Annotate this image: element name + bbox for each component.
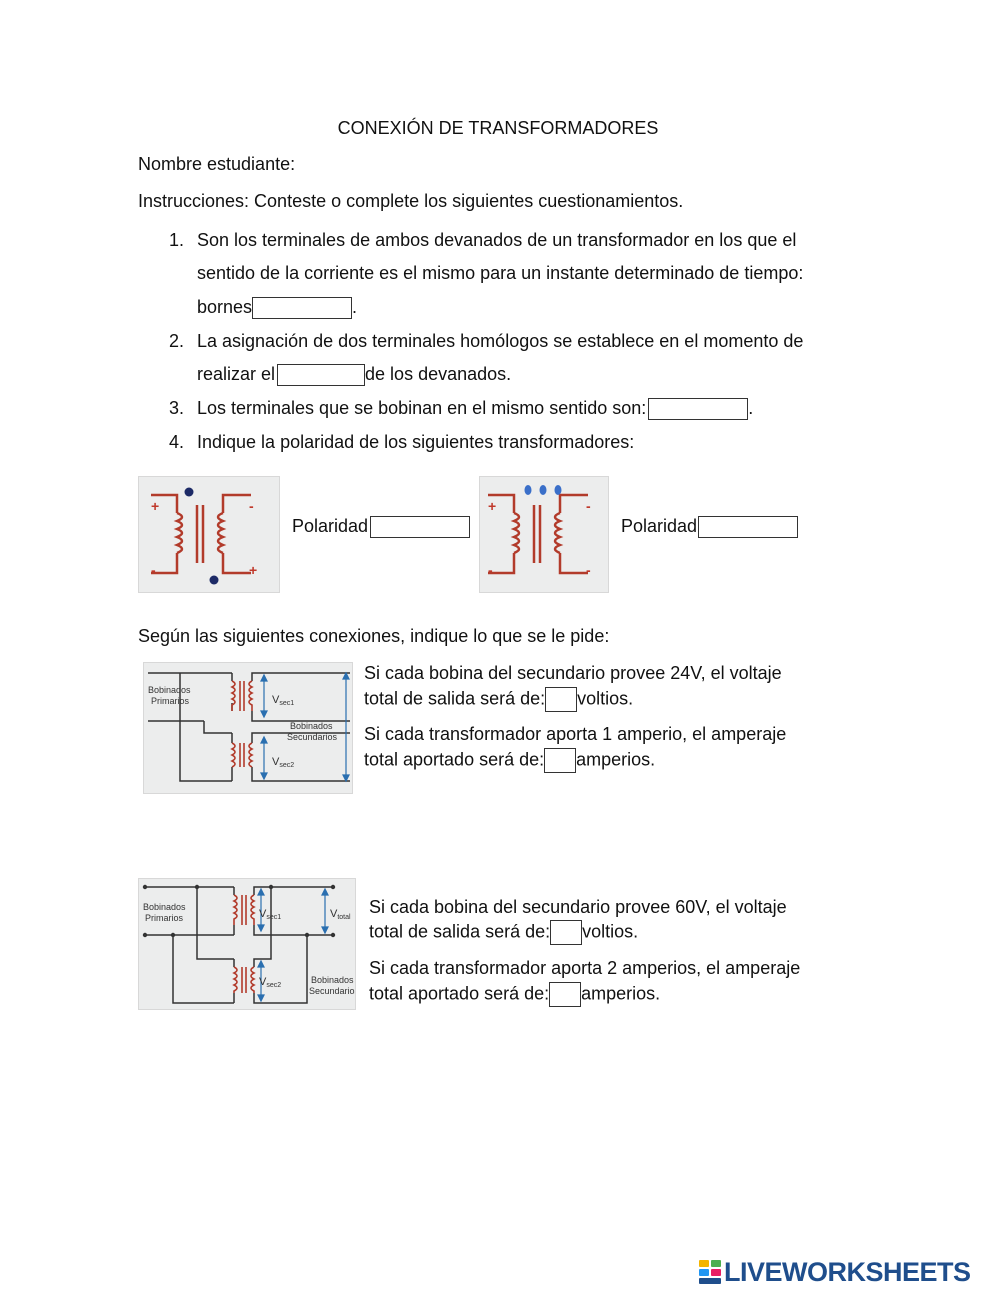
primary-label: Primarios (151, 696, 190, 706)
minus-sign: - (586, 498, 591, 514)
polarity-answer-2[interactable] (698, 516, 798, 538)
question-2 (169, 330, 803, 352)
parallel-current-answer[interactable] (549, 982, 581, 1007)
page-title: CONEXIÓN DE TRANSFORMADORES (337, 118, 659, 138)
series-diagram-svg (144, 663, 352, 793)
question-3 (169, 397, 753, 420)
answer-field-bornes[interactable] (252, 297, 352, 319)
question-1-line-3 (197, 296, 357, 319)
polarity-dot-bottom (210, 576, 219, 585)
question-2-line-2 (197, 363, 511, 386)
question-text: realizar el (197, 364, 276, 384)
question-text: total de salida será de: (369, 921, 551, 942)
vtotal-label: Vtotal (330, 908, 351, 921)
vsec1-label: Vsec1 (259, 908, 282, 921)
logo-icon (698, 1259, 722, 1285)
question-text: Son los terminales de ambos devanados de un transformador en los que el (197, 230, 797, 250)
connections-intro: Según las siguientes conexiones, indique lo que se le pide: (138, 626, 610, 646)
question-1 (169, 229, 796, 251)
plus-sign: + (488, 498, 497, 514)
question-number: 3. (169, 398, 185, 418)
series-voltage-answer[interactable] (545, 687, 577, 712)
plus-sign: + (249, 562, 258, 578)
question-text: bornes (197, 297, 253, 317)
polarity-label: Polaridad (292, 516, 369, 536)
polarity-row-1 (292, 515, 470, 538)
polarity-row-2 (621, 515, 798, 538)
secondary-label: Secundarios (287, 732, 338, 742)
question-number: 4. (169, 432, 185, 452)
transformer-symbol-2 (480, 477, 608, 592)
polarity-dot-2 (540, 485, 547, 495)
unit-label: voltios. (582, 921, 639, 942)
plus-sign: + (151, 498, 160, 514)
transformer-image-1 (138, 476, 280, 593)
unit-label: amperios. (581, 983, 661, 1004)
parallel-voltage-answer[interactable] (550, 920, 582, 945)
instructions-text: Instrucciones: Conteste o complete los siguientes cuestionamientos. (138, 191, 684, 211)
logo-text: LIVEWORKSHEETS (724, 1257, 971, 1287)
unit-label: voltios. (577, 688, 634, 709)
punctuation: . (748, 398, 754, 418)
punctuation: . (352, 297, 358, 317)
polarity-label: Polaridad (621, 516, 698, 536)
series-voltage-line-2 (364, 687, 633, 712)
question-text: total aportado será de: (364, 749, 545, 770)
secondary-label: Bobinados (311, 975, 354, 985)
vsec1-label: Vsec1 (272, 694, 295, 707)
secondary-label: Secundarios (309, 986, 355, 996)
question-number: 1. (169, 230, 185, 250)
parallel-voltage-line-1: Si cada bobina del secundario provee 60V, el voltaje (369, 897, 787, 917)
primary-label: Bobinados (143, 902, 186, 912)
parallel-diagram-svg (139, 879, 355, 1009)
parallel-connection-diagram (138, 878, 356, 1010)
primary-label: Bobinados (148, 685, 191, 695)
question-number: 2. (169, 331, 185, 351)
unit-label: amperios. (576, 749, 656, 770)
minus-sign: - (151, 562, 156, 578)
question-text: Los terminales que se bobinan en el mismo sentido son: (197, 398, 647, 418)
parallel-current-line-1: Si cada transformador aporta 2 amperios, el amperaje (369, 958, 801, 978)
parallel-voltage-line-2 (369, 920, 638, 945)
question-text: total de salida será de: (364, 688, 546, 709)
vsec2-label: Vsec2 (272, 756, 295, 769)
polarity-dot-top (185, 488, 194, 497)
secondary-label: Bobinados (290, 721, 333, 731)
series-current-answer[interactable] (544, 748, 576, 773)
student-name-label: Nombre estudiante: (138, 154, 296, 174)
series-current-line-2 (364, 748, 655, 773)
question-1-line-2: sentido de la corriente es el mismo para un instante determinado de tiempo: (197, 263, 804, 283)
answer-field-terminales[interactable] (648, 398, 748, 420)
polarity-dot-1 (525, 485, 532, 495)
series-connection-diagram (143, 662, 353, 794)
question-4 (169, 431, 634, 453)
transformer-image-2 (479, 476, 609, 593)
series-current-line-1: Si cada transformador aporta 1 amperio, el amperaje (364, 724, 787, 744)
answer-field-realizar[interactable] (277, 364, 365, 386)
question-text: La asignación de dos terminales homólogos se establece en el momento de (197, 331, 804, 351)
minus-sign: - (586, 562, 591, 578)
polarity-answer-1[interactable] (370, 516, 470, 538)
minus-sign: - (488, 562, 493, 578)
question-text: de los devanados. (365, 364, 512, 384)
transformer-symbol-1 (139, 477, 279, 592)
series-voltage-line-1: Si cada bobina del secundario provee 24V, el voltaje (364, 663, 782, 683)
question-text: total aportado será de: (369, 983, 550, 1004)
vsec2-label: Vsec2 (259, 976, 282, 989)
liveworksheets-logo[interactable] (698, 1257, 994, 1287)
parallel-current-line-2 (369, 982, 660, 1007)
polarity-dot-3 (555, 485, 562, 495)
minus-sign: - (249, 498, 254, 514)
primary-label: Primarios (145, 913, 184, 923)
question-text: Indique la polaridad de los siguientes transformadores: (197, 432, 635, 452)
